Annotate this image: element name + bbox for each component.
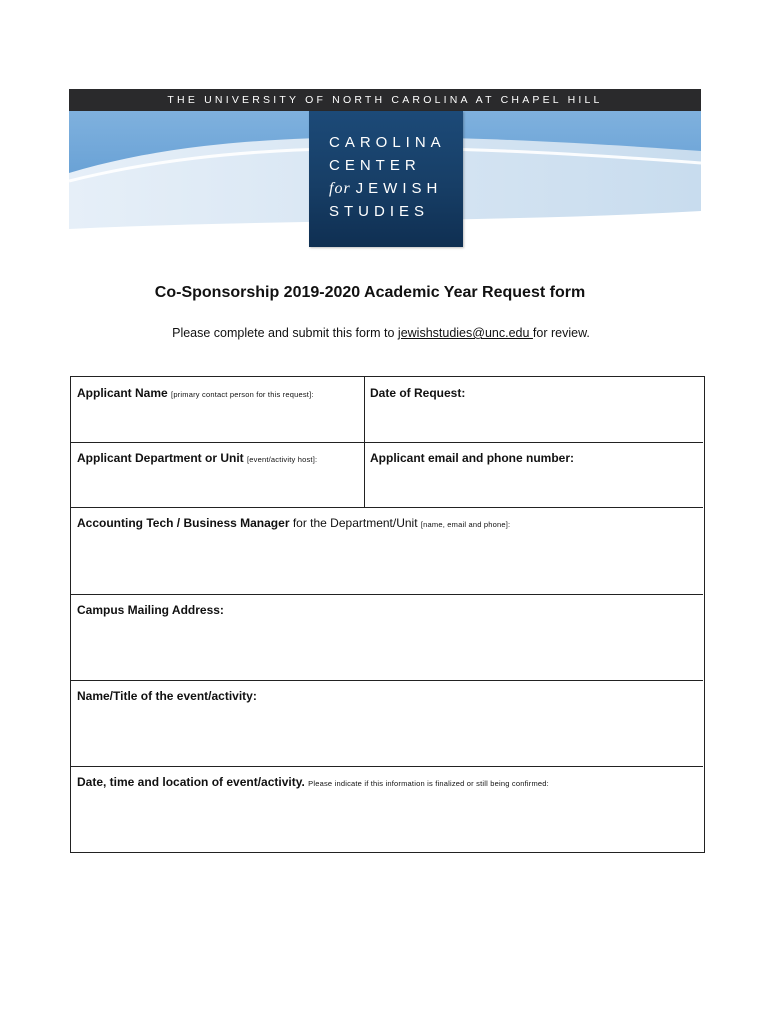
logo-line-jewish [329,180,442,198]
email-phone-label: Applicant email and phone number: [370,451,575,465]
email-link[interactable]: jewishstudies@unc.edu [397,326,533,340]
date-of-request-label: Date of Request: [370,386,466,400]
mailing-address-label: Campus Mailing Address: [77,603,224,617]
email-phone-field[interactable] [364,442,703,507]
event-date-label: Date, time and location of event/activity. [77,775,309,789]
event-date-hint: Please indicate if this information is finalized or still being confirmed: [308,779,549,788]
department-hint: [event/activity host]: [247,455,318,464]
event-name-label: Name/Title of the event/activity: [77,689,257,703]
event-name-field[interactable] [71,680,703,766]
logo-line-studies: STUDIES [329,203,430,220]
mailing-address-field[interactable] [71,594,703,680]
department-label: Applicant Department or Unit [77,451,248,465]
university-name-bar: THE UNIVERSITY OF NORTH CAROLINA AT CHAPEL HILL [69,89,701,111]
instructions-text-after: for review. [532,326,590,340]
accounting-contact-field[interactable] [71,507,703,594]
logo-word-jewish: JEWISH [355,180,443,197]
accounting-hint: [name, email and phone]: [420,520,511,529]
department-field[interactable] [71,442,364,507]
logo-line-center: CENTER [329,157,421,174]
event-date-location-field[interactable] [71,766,703,852]
form-instructions [0,326,762,340]
applicant-name-label: Applicant Name [77,386,172,400]
date-of-request-field[interactable] [364,377,703,442]
logo-line-carolina: CAROLINA [329,134,446,151]
request-form-table [70,376,705,853]
instructions-text-before: Please complete and submit this form to [172,326,398,340]
logo-word-for: for [329,180,351,197]
carolina-center-logo [309,111,463,247]
header-banner [69,89,701,253]
form-title: Co-Sponsorship 2019-2020 Academic Year Request form [154,284,586,301]
applicant-name-field[interactable] [71,377,364,442]
applicant-name-hint: [primary contact person for this request]: [171,390,314,399]
accounting-label: Accounting Tech / Business Manager [77,516,293,530]
accounting-plain-text: for the Department/Unit [292,516,421,530]
